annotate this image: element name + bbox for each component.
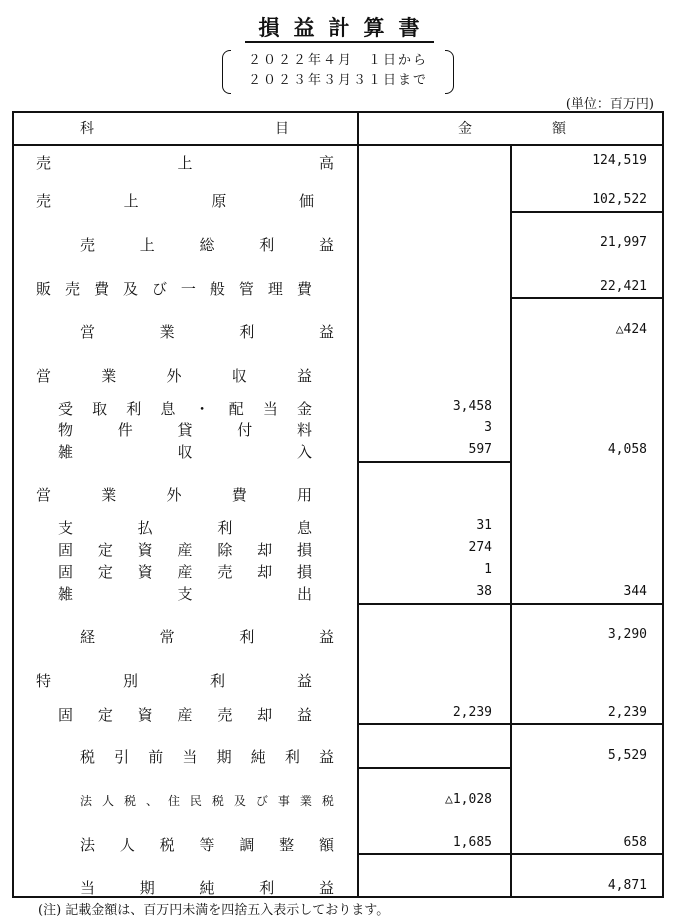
row-label-noe1: 支 払 利 息: [58, 519, 312, 537]
row-label-net: 当 期 純 利 益: [80, 879, 334, 897]
row-label-sga: 販 売 費 及 び 一 般 管 理 費: [36, 280, 312, 298]
row-label-noi1: 受 取 利 息 ・ 配 当 金: [58, 400, 312, 418]
row-label-ext1: 固 定 資 産 売 却 益: [58, 706, 312, 724]
row-label-noi: 営 業 外 収 益: [36, 367, 312, 385]
row-label-sales: 売 上 高: [36, 154, 334, 172]
rule-after-taxadj: [358, 853, 663, 855]
col-divider-amount: [510, 146, 512, 897]
header-amount-1: 金: [458, 121, 474, 137]
amount-noe3: 1: [484, 562, 492, 577]
row-label-tax: 法 人 税 、 住 民 税 及 び 事 業 税: [80, 794, 334, 808]
period-end: ２０２３年３月３１日まで: [247, 73, 428, 88]
row-label-noe4: 雑 支 出: [58, 585, 312, 603]
total-pretax: 5,529: [607, 748, 647, 763]
amount-ext1: 2,239: [452, 705, 492, 720]
row-label-gross: 売 上 総 利 益: [80, 236, 334, 254]
header-amount-2: 額: [552, 121, 568, 137]
unit-label: (単位：百万円): [565, 97, 654, 112]
total-sga: 22,421: [600, 279, 647, 294]
header-subject-1: 科: [80, 121, 96, 137]
header-rule: [12, 144, 664, 146]
bracket-right: [445, 50, 454, 94]
row-label-op: 営 業 利 益: [80, 323, 334, 341]
rule-after-sga: [511, 297, 663, 299]
total-net: 4,871: [607, 878, 647, 893]
rule-after-noe: [358, 603, 663, 605]
total-cogs: 102,522: [592, 192, 647, 207]
col-divider-subject: [357, 112, 359, 897]
total-noi: 4,058: [607, 442, 647, 457]
amount-noe1: 31: [476, 518, 492, 533]
amount-tax: △1,028: [445, 792, 492, 807]
row-label-ext: 特 別 利 益: [36, 672, 312, 690]
fiscal-period: [222, 50, 454, 94]
total-op: △424: [615, 322, 647, 337]
row-label-noe: 営 業 外 費 用: [36, 486, 312, 504]
total-ord: 3,290: [607, 627, 647, 642]
row-label-ord: 経 常 利 益: [80, 628, 334, 646]
amount-noi1: 3,458: [452, 399, 492, 414]
total-noe: 344: [623, 584, 647, 599]
bracket-left: [222, 50, 231, 94]
period-start: ２０２２年４月 １日から: [247, 53, 428, 68]
amount-noi2: 3: [484, 420, 492, 435]
page-title: 損益計算書: [0, 12, 678, 42]
amount-noi3: 597: [468, 442, 492, 457]
amount-noe2: 274: [468, 540, 492, 555]
amount-taxadj: 1,685: [452, 835, 492, 850]
total-taxadj: 658: [623, 835, 647, 850]
row-label-noi3: 雑 収 入: [58, 443, 312, 461]
row-label-taxadj: 法 人 税 等 調 整 額: [80, 836, 334, 854]
row-label-noe3: 固 定 資 産 売 却 損: [58, 563, 312, 581]
row-label-cogs: 売 上 原 価: [36, 192, 314, 210]
rule-after-pretax: [358, 767, 510, 769]
row-label-noe2: 固 定 資 産 除 却 損: [58, 541, 312, 559]
footnote: (注) 記載金額は、百万円未満を四捨五入表示しております。: [38, 903, 390, 918]
rule-after-ext: [358, 723, 663, 725]
rule-after-cogs: [511, 211, 663, 213]
total-ext: 2,239: [607, 705, 647, 720]
row-label-pretax: 税 引 前 当 期 純 利 益: [80, 748, 334, 766]
amount-noe4: 38: [476, 584, 492, 599]
total-sales: 124,519: [592, 153, 647, 168]
rule-after-noi: [358, 461, 510, 463]
header-subject-2: 目: [275, 121, 291, 137]
total-gross: 21,997: [600, 235, 647, 250]
row-label-noi2: 物 件 貸 付 料: [58, 421, 312, 439]
